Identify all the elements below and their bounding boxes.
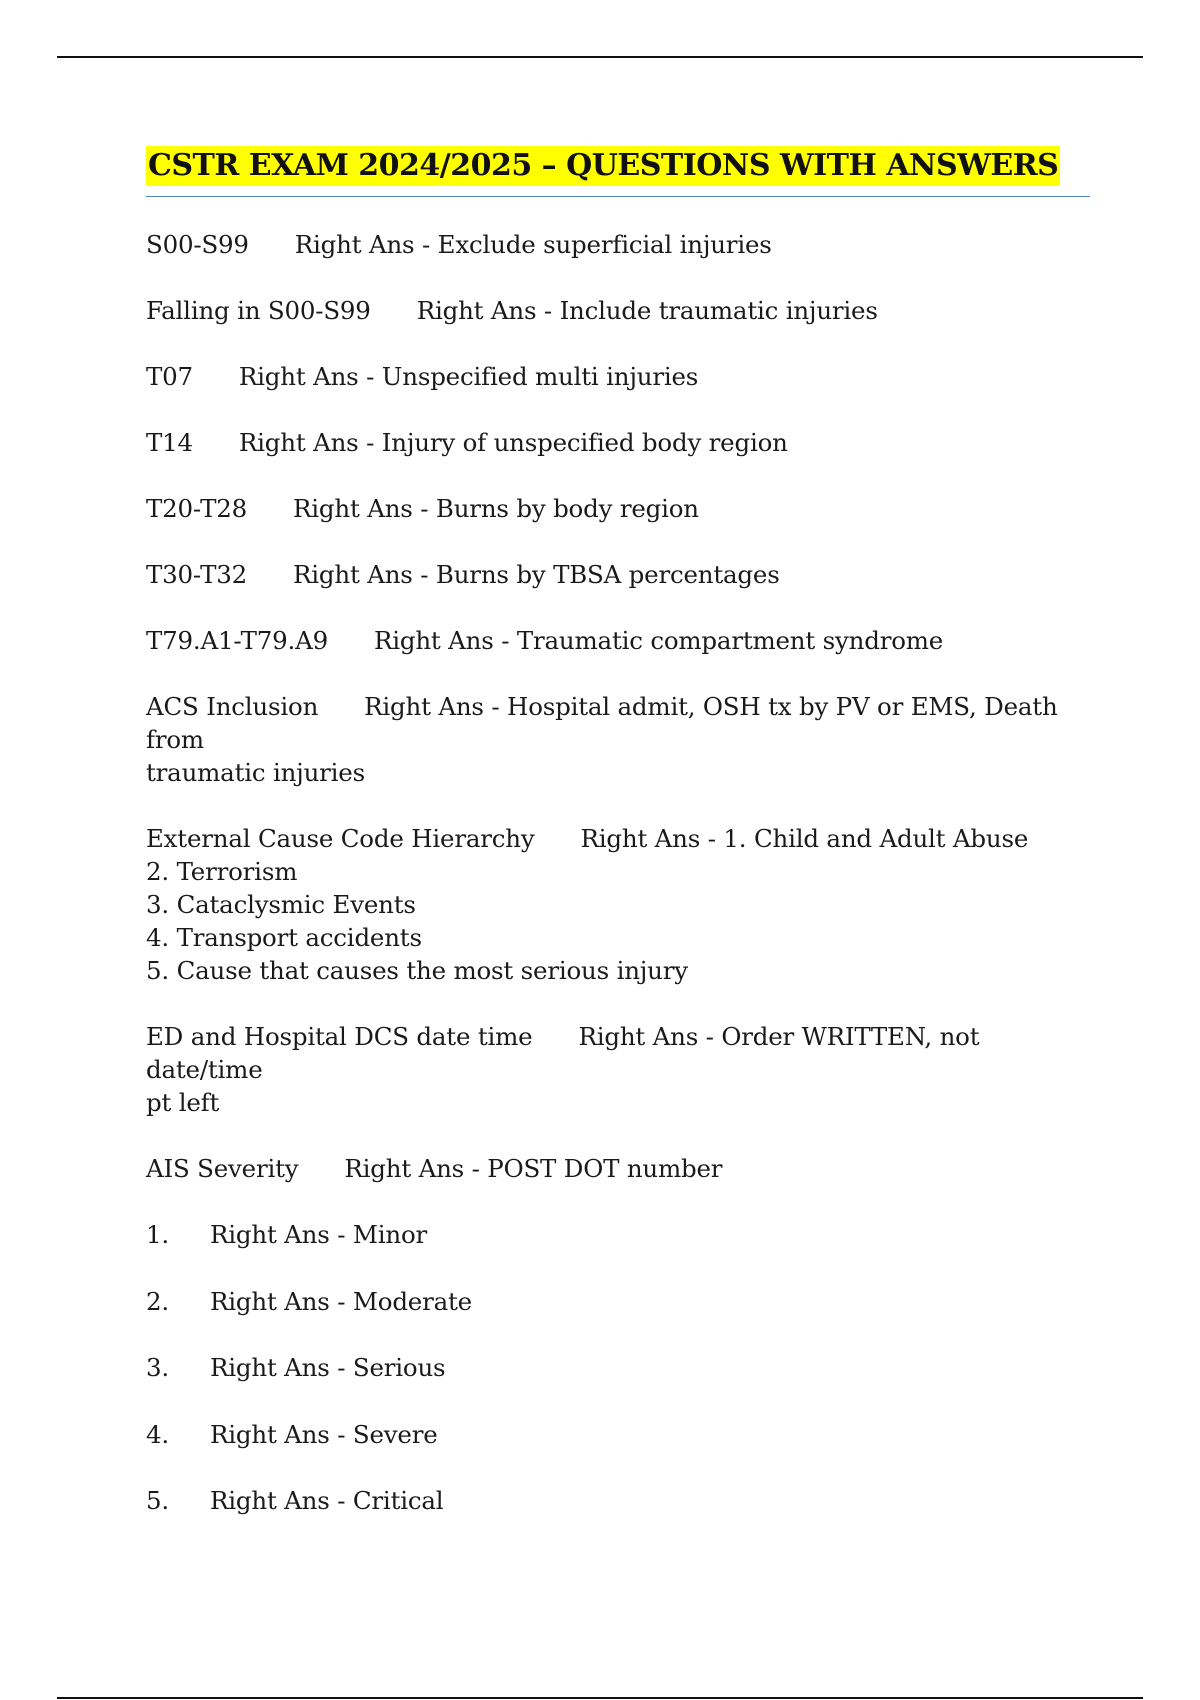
qa-answer: Right Ans - Hospital admit, OSH tx by PV or EMS, Death from — [146, 692, 1058, 754]
list-number: 4. — [146, 1419, 169, 1449]
qa-answer: Right Ans - Injury of unspecified body region — [238, 428, 788, 457]
qa-answer-continuation: pt left — [146, 1088, 220, 1117]
qa-item — [146, 558, 1090, 591]
page-title: CSTR EXAM 2024/2025 – QUESTIONS WITH ANSWERS — [146, 146, 1060, 186]
qa-term: T14 — [146, 428, 193, 457]
qa-item — [146, 228, 1090, 261]
qa-item — [146, 690, 1090, 789]
list-answer: Right Ans - Severe — [210, 1419, 438, 1449]
qa-answer: Right Ans - Traumatic compartment syndrome — [373, 626, 944, 655]
list-number: 2. — [146, 1286, 169, 1316]
qa-answer: Right Ans - Exclude superficial injuries — [294, 230, 772, 259]
hierarchy-line: 5. Cause that causes the most serious injury — [146, 956, 688, 985]
qa-term: AIS Severity — [146, 1154, 299, 1183]
header-rule — [57, 56, 1143, 58]
qa-first-line — [146, 822, 1090, 855]
document-body — [146, 146, 1090, 1551]
hierarchy-line: 4. Transport accidents — [146, 923, 422, 952]
qa-item — [146, 294, 1090, 327]
qa-answer: Right Ans - Include traumatic injuries — [416, 296, 878, 325]
qa-answer: Right Ans - 1. Child and Adult Abuse — [580, 824, 1029, 853]
qa-item — [146, 1152, 1090, 1185]
list-answer: Right Ans - Serious — [210, 1353, 446, 1382]
list-answer: Right Ans - Moderate — [210, 1286, 472, 1316]
qa-term: ED and Hospital DCS date time — [146, 1022, 533, 1051]
list-item — [146, 1285, 1090, 1318]
hierarchy-line: 3. Cataclysmic Events — [146, 890, 416, 919]
qa-item — [146, 624, 1090, 657]
qa-answer: Right Ans - Unspecified multi injuries — [238, 362, 699, 391]
qa-term: T79.A1-T79.A9 — [146, 626, 328, 655]
list-answer: Right Ans - Minor — [210, 1220, 428, 1249]
list-answer: Right Ans - Critical — [210, 1486, 444, 1515]
title-block — [146, 146, 1090, 197]
qa-answer: Right Ans - Burns by TBSA percentages — [293, 560, 780, 589]
list-number: 5. — [146, 1486, 169, 1515]
qa-item — [146, 360, 1090, 393]
qa-term: T07 — [146, 362, 193, 391]
qa-answer: Right Ans - Order WRITTEN, not date/time — [146, 1022, 980, 1084]
list-number: 3. — [146, 1353, 169, 1382]
hierarchy-line: 2. Terrorism — [146, 857, 298, 886]
qa-first-line — [146, 1020, 1090, 1086]
qa-answer: Right Ans - POST DOT number — [344, 1154, 723, 1183]
qa-item — [146, 426, 1090, 459]
qa-term: T30-T32 — [146, 560, 248, 589]
list-number: 1. — [146, 1220, 169, 1249]
qa-first-line — [146, 690, 1090, 756]
footer-rule — [57, 1697, 1143, 1699]
list-item — [146, 1351, 1090, 1384]
qa-term: T20-T28 — [146, 494, 248, 523]
qa-term: External Cause Code Hierarchy — [146, 824, 535, 853]
list-item — [146, 1218, 1090, 1251]
qa-answer-continuation: traumatic injuries — [146, 758, 365, 787]
qa-item — [146, 492, 1090, 525]
qa-term: ACS Inclusion — [146, 692, 319, 721]
severity-list — [146, 1218, 1090, 1517]
qa-term: Falling in S00-S99 — [146, 296, 371, 325]
qa-term: S00-S99 — [146, 230, 249, 259]
qa-answer: Right Ans - Burns by body region — [293, 494, 699, 523]
qa-item — [146, 822, 1090, 987]
qa-item — [146, 1020, 1090, 1119]
list-item — [146, 1484, 1090, 1517]
list-item — [146, 1418, 1090, 1451]
